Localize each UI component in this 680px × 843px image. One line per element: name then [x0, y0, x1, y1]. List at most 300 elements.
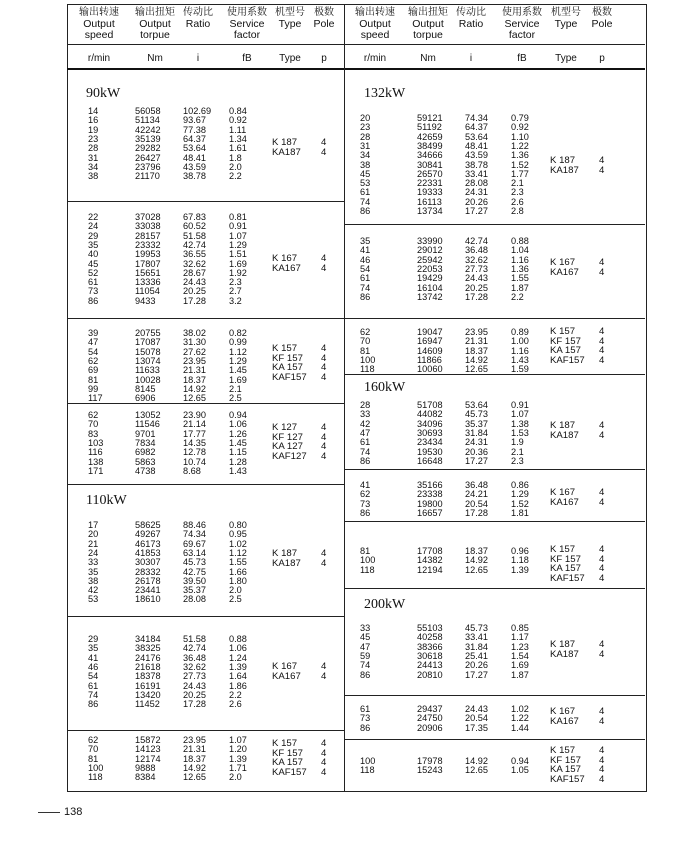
- table-cell: 38: [88, 575, 99, 586]
- pole-value: 4: [321, 738, 327, 749]
- table-cell: 23.95: [183, 735, 206, 745]
- table-cell: 1.22: [511, 140, 529, 151]
- table-cell: 1.02: [229, 538, 247, 549]
- table-cell: 36.48: [465, 480, 488, 490]
- table-cell: 1.80: [229, 575, 247, 586]
- type-label: K 157: [272, 343, 298, 354]
- table-cell: 6982: [135, 447, 156, 458]
- table-cell: 30841: [417, 159, 443, 170]
- table-cell: 118: [360, 765, 375, 776]
- header-cell-2: [450, 7, 492, 30]
- table-cell: 13336: [135, 277, 161, 288]
- table-cell: 17978: [417, 756, 443, 766]
- header-cn: 使用系数: [502, 7, 542, 18]
- table-cell: 1.28: [229, 456, 247, 467]
- header-cell-3: [225, 7, 269, 42]
- group-divider: [345, 588, 645, 589]
- table-cell: 20.26: [465, 660, 488, 671]
- table-cell: 11452: [135, 699, 160, 710]
- table-cell: 54: [88, 346, 99, 357]
- type-label: KAF157: [550, 354, 585, 366]
- type-label: KF 157: [272, 352, 303, 364]
- power-rating: 132kW: [364, 86, 406, 101]
- type-label: K 167: [550, 487, 576, 498]
- table-cell: 81: [360, 345, 371, 356]
- table-cell: 67.83: [183, 212, 206, 222]
- header-cn: 极数: [592, 7, 612, 18]
- table-cell: 31.84: [465, 641, 488, 652]
- table-cell: 24750: [417, 713, 443, 724]
- header-en1: Output: [83, 17, 115, 30]
- table-cell: 42: [360, 418, 371, 429]
- table-cell: 58625: [135, 520, 161, 530]
- header-unit: fB: [242, 53, 252, 64]
- table-cell: 1.06: [229, 419, 247, 430]
- pole-value: 4: [599, 164, 605, 176]
- table-cell: 1.05: [511, 765, 529, 776]
- table-cell: 13074: [135, 355, 161, 366]
- table-cell: 45: [360, 632, 371, 643]
- table-cell: 13734: [417, 206, 443, 216]
- group-divider: [67, 318, 344, 319]
- table-cell: 33.41: [465, 168, 488, 179]
- table-cell: 51708: [417, 400, 443, 410]
- type-label: KA167: [272, 262, 301, 274]
- table-cell: 20810: [417, 669, 443, 680]
- table-cell: 33990: [417, 236, 443, 246]
- header-unit: r/min: [87, 53, 111, 64]
- table-cell: 30618: [417, 650, 443, 661]
- table-cell: 35: [88, 239, 99, 250]
- table-cell: 1.15: [229, 447, 247, 458]
- table-cell: 1.71: [229, 762, 247, 773]
- table-cell: 1.9: [511, 437, 524, 448]
- table-cell: 14609: [417, 345, 443, 356]
- table-cell: 33: [88, 557, 99, 568]
- table-cell: 17.28: [183, 699, 206, 710]
- pole-value: 4: [321, 362, 327, 374]
- table-cell: 48.41: [183, 152, 206, 163]
- table-cell: 23338: [417, 489, 443, 500]
- table-row: [0, 292, 680, 302]
- table-cell: 0.84: [229, 106, 247, 116]
- header-cell-0: [350, 7, 400, 42]
- table-cell: 51192: [417, 122, 442, 133]
- table-cell: 42.74: [183, 239, 206, 250]
- table-cell: 100: [360, 756, 376, 766]
- table-cell: 69.67: [183, 538, 206, 549]
- header-en2: Type: [278, 17, 302, 30]
- table-cell: 25.41: [465, 650, 488, 661]
- table-cell: 17.27: [465, 669, 488, 680]
- pole-value: 4: [599, 648, 605, 660]
- header-bottom-rule: [67, 68, 344, 70]
- type-label: KA167: [550, 715, 579, 727]
- type-label: KA187: [550, 164, 579, 176]
- table-cell: 1.07: [229, 735, 247, 745]
- table-cell: 6906: [135, 393, 156, 404]
- table-cell: 21.31: [183, 744, 206, 755]
- table-cell: 52: [88, 267, 99, 278]
- table-cell: 51.58: [183, 230, 206, 241]
- table-row: [0, 670, 680, 680]
- table-cell: 5863: [135, 456, 156, 467]
- table-cell: 20.25: [183, 689, 206, 700]
- table-cell: 18610: [135, 594, 161, 605]
- header-en2: Ratio: [458, 17, 484, 30]
- table-cell: 34184: [135, 634, 161, 644]
- table-cell: 1.61: [229, 143, 247, 154]
- table-cell: 1.81: [511, 507, 529, 518]
- table-cell: 1.87: [511, 282, 529, 293]
- table-cell: 39: [88, 328, 99, 338]
- table-cell: 62: [88, 735, 99, 745]
- table-cell: 2.5: [229, 393, 242, 404]
- header-cell-1: [403, 7, 453, 42]
- pole-value: 4: [599, 429, 605, 441]
- table-cell: 29012: [417, 245, 443, 256]
- table-cell: 1.8: [229, 152, 242, 163]
- type-label: KF 157: [550, 553, 581, 565]
- power-rating: 200kW: [364, 597, 406, 612]
- table-cell: 2.1: [511, 446, 524, 457]
- table-cell: 8384: [135, 772, 156, 783]
- table-cell: 15872: [135, 735, 161, 745]
- table-cell: 64.37: [465, 122, 488, 133]
- table-cell: 21170: [135, 171, 160, 182]
- table-cell: 1.39: [229, 753, 247, 764]
- table-cell: 1.04: [511, 245, 529, 256]
- header-cn: 输出转速: [355, 7, 395, 18]
- table-cell: 42659: [417, 131, 443, 142]
- table-cell: 20755: [135, 328, 161, 338]
- table-cell: 2.0: [229, 585, 242, 596]
- table-cell: 1.12: [229, 547, 247, 558]
- table-cell: 24.31: [465, 187, 488, 198]
- table-cell: 45.73: [465, 409, 488, 420]
- table-cell: 61: [360, 273, 371, 284]
- table-cell: 17708: [417, 546, 443, 556]
- table-cell: 12.65: [465, 564, 488, 575]
- table-cell: 86: [360, 507, 371, 518]
- pole-value: 4: [321, 352, 327, 364]
- table-cell: 0.79: [511, 113, 529, 123]
- header-unit: r/min: [363, 53, 387, 64]
- header-cell-1: [130, 7, 180, 42]
- table-cell: 35: [88, 643, 99, 654]
- table-cell: 41: [360, 245, 371, 256]
- table-cell: 74: [360, 196, 371, 207]
- table-cell: 42: [88, 585, 99, 596]
- type-label: K 187: [550, 155, 576, 166]
- table-cell: 29437: [417, 704, 443, 714]
- table-cell: 46: [88, 661, 99, 672]
- table-cell: 35.37: [183, 585, 206, 596]
- table-cell: 23332: [135, 239, 161, 250]
- table-cell: 2.6: [511, 196, 524, 207]
- table-cell: 1.16: [511, 345, 529, 356]
- table-cell: 40: [88, 249, 99, 260]
- table-cell: 1.43: [511, 354, 529, 365]
- table-cell: 23441: [135, 585, 161, 596]
- table-cell: 2.7: [229, 286, 242, 297]
- table-cell: 12194: [417, 564, 443, 575]
- table-cell: 16104: [417, 282, 443, 293]
- header-cell-0: [74, 7, 124, 42]
- table-cell: 26570: [417, 168, 443, 179]
- table-cell: 16113: [417, 196, 442, 207]
- table-cell: 61: [360, 187, 371, 198]
- pole-value: 4: [599, 639, 605, 650]
- table-cell: 39.50: [183, 575, 206, 586]
- table-cell: 21.31: [465, 336, 488, 347]
- table-cell: 100: [360, 354, 376, 365]
- table-cell: 1.77: [511, 168, 529, 179]
- table-cell: 20.54: [465, 498, 488, 509]
- table-cell: 1.43: [229, 465, 247, 476]
- pole-value: 4: [599, 764, 605, 776]
- table-cell: 100: [360, 555, 376, 566]
- table-cell: 70: [88, 744, 99, 755]
- table-cell: 24: [88, 221, 99, 232]
- table-cell: 1.69: [511, 660, 529, 671]
- table-cell: 1.23: [511, 641, 529, 652]
- header-en2: Ratio: [185, 17, 211, 30]
- table-cell: 53.64: [183, 143, 206, 154]
- table-cell: 83: [88, 428, 99, 439]
- table-cell: 18378: [135, 671, 161, 682]
- type-label: KA 157: [272, 757, 303, 769]
- type-label: K 187: [550, 639, 576, 650]
- pole-value: 4: [599, 487, 605, 498]
- table-cell: 8.68: [183, 465, 201, 476]
- table-cell: 1.45: [229, 437, 247, 448]
- table-cell: 15243: [417, 765, 443, 776]
- header-cn: 输出转速: [79, 7, 119, 18]
- table-cell: 37028: [135, 212, 161, 222]
- header-cell-4: [548, 7, 584, 30]
- group-divider: [345, 469, 645, 470]
- table-cell: 1.87: [511, 669, 529, 680]
- table-cell: 0.96: [511, 546, 529, 556]
- table-cell: 86: [88, 699, 99, 710]
- type-label: KA 157: [272, 362, 303, 374]
- table-cell: 1.07: [511, 409, 529, 420]
- table-cell: 14.92: [465, 555, 488, 566]
- table-cell: 38: [360, 159, 371, 170]
- table-cell: 1.39: [511, 564, 529, 575]
- table-cell: 73: [88, 286, 99, 297]
- table-cell: 24.21: [465, 489, 488, 500]
- table-cell: 1.55: [511, 273, 529, 284]
- table-cell: 55103: [417, 623, 443, 633]
- table-cell: 100: [88, 762, 104, 773]
- table-cell: 18.37: [183, 753, 206, 764]
- table-cell: 42.75: [183, 566, 206, 577]
- pole-value: 4: [321, 548, 327, 559]
- table-cell: 9433: [135, 295, 156, 306]
- header-en2: speed: [360, 29, 390, 41]
- type-label: KA187: [550, 429, 579, 441]
- table-cell: 0.91: [511, 400, 529, 410]
- table-cell: 24.31: [465, 437, 488, 448]
- group-divider: [345, 521, 645, 522]
- table-cell: 33.41: [465, 632, 488, 643]
- table-cell: 17.28: [465, 507, 488, 518]
- table-cell: 12174: [135, 753, 161, 764]
- type-label: KAF157: [272, 766, 307, 778]
- table-cell: 2.1: [229, 383, 242, 394]
- table-cell: 2.0: [229, 772, 242, 783]
- pole-value: 4: [321, 343, 327, 354]
- pole-value: 4: [599, 354, 605, 366]
- table-cell: 27.73: [465, 263, 488, 274]
- table-cell: 53.64: [465, 131, 488, 142]
- table-cell: 47: [360, 427, 371, 438]
- table-row: [0, 466, 680, 476]
- table-cell: 16648: [417, 455, 443, 466]
- table-cell: 1.55: [229, 557, 247, 568]
- table-cell: 1.36: [511, 263, 529, 274]
- pole-value: 4: [321, 450, 327, 462]
- table-cell: 1.69: [229, 374, 247, 385]
- table-cell: 22053: [417, 263, 443, 274]
- table-cell: 69: [88, 365, 99, 376]
- table-cell: 32.62: [183, 661, 206, 672]
- table-cell: 14.92: [465, 354, 488, 365]
- table-cell: 61: [88, 277, 99, 288]
- header-en1: Output: [412, 17, 444, 30]
- pole-value: 4: [321, 766, 327, 778]
- table-cell: 60.52: [183, 221, 206, 232]
- table-cell: 20.25: [465, 282, 488, 293]
- pole-value: 4: [599, 553, 605, 565]
- table-cell: 99: [88, 383, 99, 394]
- table-cell: 23.95: [465, 327, 488, 337]
- table-cell: 44082: [417, 409, 443, 420]
- power-rating: 160kW: [364, 380, 406, 395]
- table-cell: 36.48: [183, 652, 206, 663]
- table-cell: 47: [88, 337, 99, 348]
- table-cell: 62: [88, 410, 99, 420]
- table-cell: 19: [88, 124, 99, 135]
- table-cell: 81: [360, 546, 371, 556]
- group-divider: [345, 318, 645, 319]
- header-rule: [345, 44, 645, 45]
- table-cell: 17.27: [465, 206, 488, 216]
- table-cell: 2.8: [511, 206, 524, 216]
- table-cell: 17.35: [465, 722, 488, 733]
- table-cell: 27.73: [183, 671, 206, 682]
- pole-value: 4: [599, 706, 605, 717]
- table-cell: 138: [88, 456, 104, 467]
- table-cell: 2.2: [229, 689, 242, 700]
- type-label: KAF157: [272, 371, 307, 383]
- table-cell: 1.07: [229, 230, 247, 241]
- header-cn: 使用系数: [227, 7, 267, 18]
- table-cell: 21.14: [183, 419, 206, 430]
- table-cell: 12.65: [465, 364, 488, 375]
- table-cell: 17.27: [465, 455, 488, 466]
- table-cell: 0.86: [511, 480, 529, 490]
- pole-value: 4: [321, 747, 327, 759]
- type-label: K 157: [550, 544, 576, 555]
- table-cell: 18.37: [465, 546, 488, 556]
- table-cell: 22331: [417, 178, 443, 189]
- table-cell: 13742: [417, 291, 443, 302]
- table-cell: 17807: [135, 258, 161, 269]
- page-number: 138: [64, 806, 83, 818]
- table-cell: 26178: [135, 575, 161, 586]
- pole-value: 4: [321, 137, 327, 148]
- header-unit: fB: [517, 53, 527, 64]
- table-cell: 1.22: [511, 713, 529, 724]
- table-cell: 1.54: [511, 650, 529, 661]
- header-en2: speed: [84, 29, 114, 41]
- table-cell: 116: [88, 447, 103, 458]
- table-cell: 31.30: [183, 337, 206, 348]
- table-cell: 23.95: [183, 355, 206, 366]
- pole-value: 4: [599, 773, 605, 785]
- table-cell: 9701: [135, 428, 156, 439]
- table-cell: 118: [360, 564, 375, 575]
- table-cell: 10060: [417, 364, 443, 375]
- table-cell: 9888: [135, 762, 156, 773]
- table-cell: 1.12: [229, 346, 247, 357]
- table-cell: 53: [88, 594, 99, 605]
- table-cell: 29282: [135, 143, 161, 154]
- table-cell: 1.17: [511, 632, 529, 643]
- pole-value: 4: [321, 441, 327, 453]
- table-cell: 28.08: [183, 594, 206, 605]
- table-cell: 0.94: [511, 756, 529, 766]
- pole-value: 4: [599, 544, 605, 555]
- table-cell: 13052: [135, 410, 161, 420]
- table-cell: 30307: [135, 557, 161, 568]
- header-cell-5: [312, 7, 336, 30]
- page-footer: [38, 806, 82, 818]
- table-cell: 38499: [417, 140, 443, 151]
- table-cell: 2.0: [229, 161, 242, 172]
- header-rule: [67, 44, 344, 45]
- table-cell: 23.90: [183, 410, 206, 420]
- pole-value: 4: [599, 563, 605, 575]
- table-cell: 32.62: [183, 258, 206, 269]
- table-cell: 35139: [135, 133, 161, 144]
- table-cell: 1.29: [229, 239, 247, 250]
- table-cell: 74: [88, 689, 99, 700]
- table-cell: 33: [360, 623, 371, 633]
- table-cell: 1.26: [229, 428, 247, 439]
- table-cell: 86: [360, 206, 371, 216]
- table-cell: 74: [360, 446, 371, 457]
- table-cell: 1.36: [511, 150, 529, 161]
- table-cell: 0.80: [229, 520, 247, 530]
- type-label: KA167: [550, 266, 579, 278]
- table-cell: 2.3: [511, 187, 524, 198]
- table-cell: 23: [88, 133, 99, 144]
- header-en1: Output: [139, 17, 171, 30]
- table-cell: 1.29: [229, 355, 247, 366]
- type-label: KAF157: [550, 773, 585, 785]
- table-cell: 11546: [135, 419, 160, 430]
- header-en2: torpue: [140, 29, 170, 41]
- pole-value: 4: [321, 262, 327, 274]
- type-label: KF 157: [550, 335, 581, 347]
- table-cell: 1.29: [511, 489, 529, 500]
- type-label: KA 127: [272, 441, 303, 453]
- header-en2: torpue: [413, 29, 443, 41]
